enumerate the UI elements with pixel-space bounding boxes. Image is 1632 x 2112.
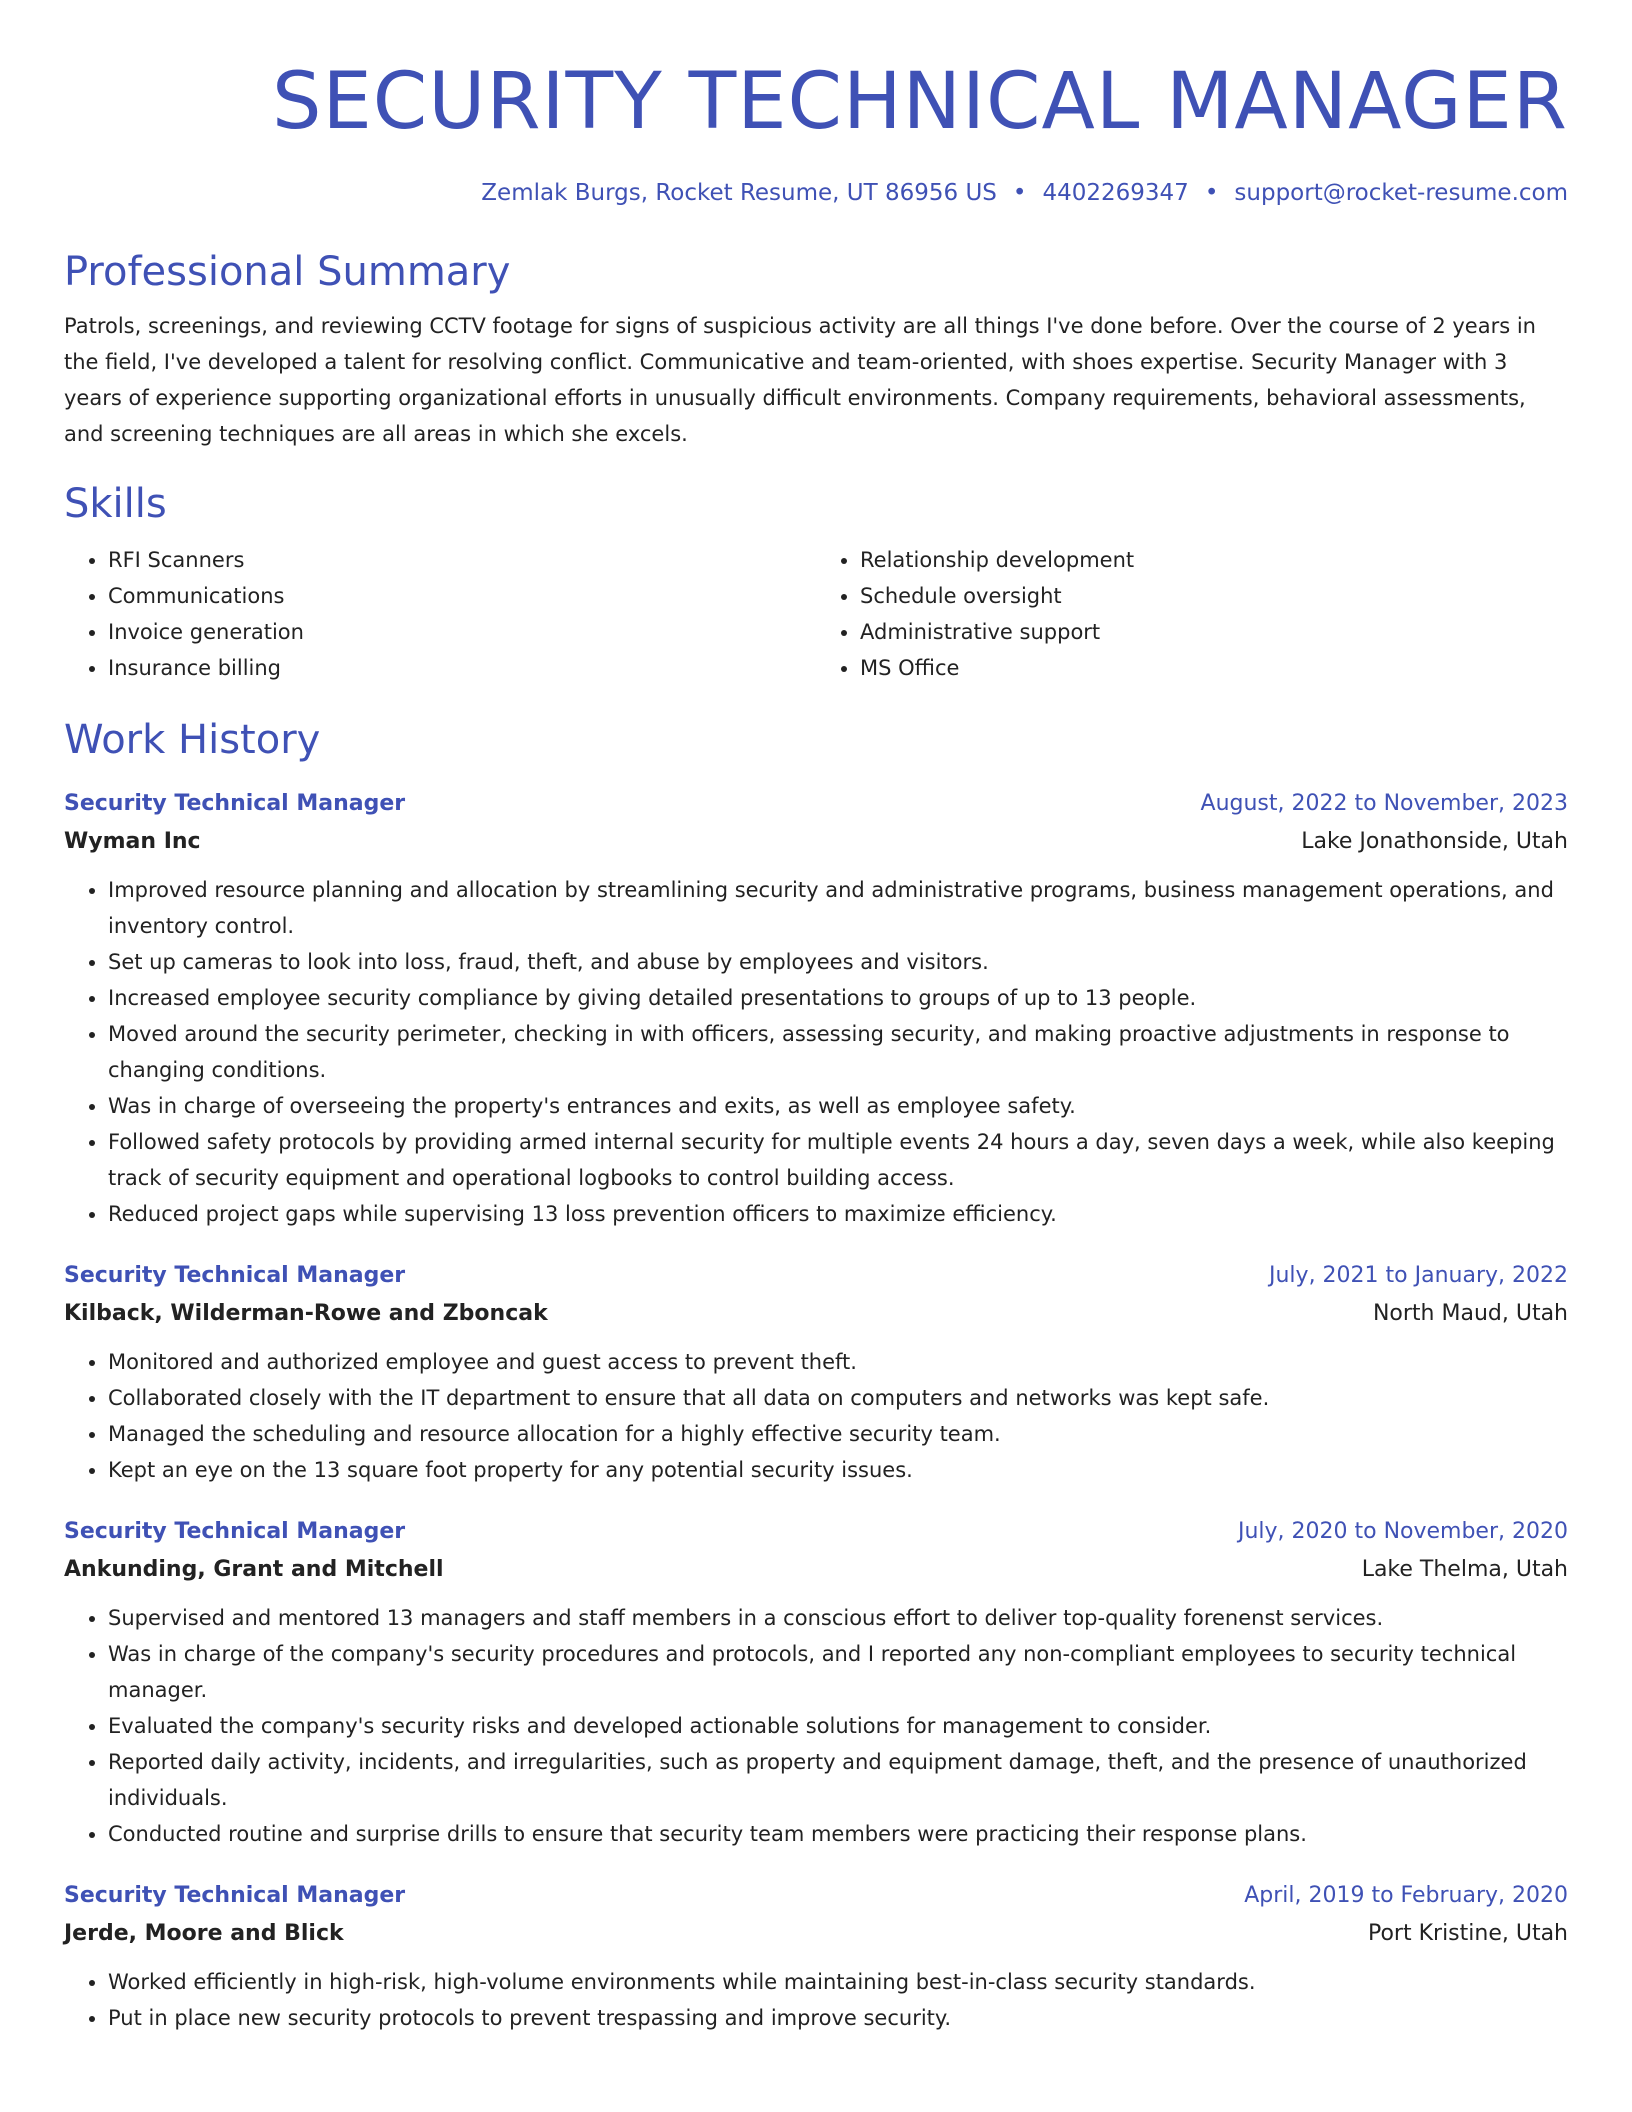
job-bullet: • Was in charge of overseeing the property's entrances and exits, as well as employee safety. [108, 1088, 1568, 1124]
job-dates: August, 2022 to November, 2023 [1200, 791, 1568, 816]
job-bullet: • Improved resource planning and allocation by streamlining security and administrative programs, business management operations, and inventory control. [108, 872, 1568, 944]
job-location: Lake Jonathonside, Utah [1301, 829, 1568, 854]
work-history-heading: Work History [64, 717, 321, 763]
job-bullet: • Worked efficiently in high-risk, high-volume environments while maintaining best-in-class security standards. [108, 1964, 1568, 2000]
job-bullet: • Was in charge of the company's security procedures and protocols, and I reported any non-compliant employees to security technical manager. [108, 1636, 1568, 1708]
skills-list [64, 542, 1568, 686]
job-company-row [64, 1294, 1568, 1334]
job-bullet: • Managed the scheduling and resource allocation for a highly effective security team. [108, 1416, 1568, 1452]
skill-item: • MS Office [860, 650, 1568, 686]
job-title-row [64, 1514, 1568, 1550]
job-bullet: • Reduced project gaps while supervising 13 loss prevention officers to maximize efficiency. [108, 1196, 1568, 1232]
job-entry [64, 786, 1568, 1232]
skills-column-right [816, 542, 1568, 686]
skills-column-left [64, 542, 816, 686]
job-bullets [64, 1600, 1568, 1852]
skill-item: • Communications [108, 578, 816, 614]
contact-separator: • [1204, 180, 1219, 206]
contact-address: Zemlak Burgs, Rocket Resume, UT 86956 US [481, 180, 997, 206]
job-title-row [64, 1878, 1568, 1914]
job-company-row [64, 822, 1568, 862]
job-entry [64, 1514, 1568, 1852]
job-title: Security Technical Manager [64, 1263, 406, 1288]
resume-name: SECURITY TECHNICAL MANAGER [271, 57, 1568, 147]
job-bullet: • Increased employee security compliance by giving detailed presentations to groups of up to 13 people. [108, 980, 1568, 1016]
job-title: Security Technical Manager [64, 791, 406, 816]
job-entry [64, 1878, 1568, 2036]
contact-phone: 4402269347 [1042, 180, 1189, 206]
job-company-row [64, 1914, 1568, 1954]
skill-item: • Administrative support [860, 614, 1568, 650]
job-title-row [64, 1258, 1568, 1294]
job-location: Lake Thelma, Utah [1361, 1557, 1568, 1582]
skill-item: • Schedule oversight [860, 578, 1568, 614]
job-dates: April, 2019 to February, 2020 [1244, 1883, 1568, 1908]
job-company: Kilback, Wilderman-Rowe and Zboncak [64, 1301, 548, 1326]
job-dates: July, 2020 to November, 2020 [1237, 1519, 1568, 1544]
job-bullet: • Kept an eye on the 13 square foot property for any potential security issues. [108, 1452, 1568, 1488]
contact-separator: • [1012, 180, 1027, 206]
job-company: Jerde, Moore and Blick [64, 1921, 344, 1946]
job-bullet: • Evaluated the company's security risks and developed actionable solutions for management to consider. [108, 1708, 1568, 1744]
job-location: North Maud, Utah [1372, 1301, 1568, 1326]
contact-line [64, 180, 1568, 206]
summary-heading: Professional Summary [64, 249, 511, 295]
job-location: Port Kristine, Utah [1367, 1921, 1568, 1946]
job-company-row [64, 1550, 1568, 1590]
summary-text: Patrols, screenings, and reviewing CCTV footage for signs of suspicious activity are all things I've done before. Over the course of 2 years in the field, I've developed a talent for resolving conflict. Communicative and team-oriented, with shoes expertise. Security Manager with 3 years of experience supporting organizational efforts in unusually difficult environments. Company requirements, behavioral assessments, and screening techniques are all areas in which she excels. [64, 314, 1536, 446]
job-dates: July, 2021 to January, 2022 [1269, 1263, 1568, 1288]
job-bullet: • Conducted routine and surprise drills to ensure that security team members were practicing their response plans. [108, 1816, 1568, 1852]
job-bullet: • Moved around the security perimeter, checking in with officers, assessing security, and making proactive adjustments in response to changing conditions. [108, 1016, 1568, 1088]
job-company: Wyman Inc [64, 829, 201, 854]
skills-heading: Skills [64, 481, 167, 527]
job-entry [64, 1258, 1568, 1488]
skill-item: • RFI Scanners [108, 542, 816, 578]
job-title: Security Technical Manager [64, 1883, 406, 1908]
job-title: Security Technical Manager [64, 1519, 406, 1544]
job-bullets [64, 872, 1568, 1232]
job-bullet: • Set up cameras to look into loss, fraud, theft, and abuse by employees and visitors. [108, 944, 1568, 980]
job-bullet: • Supervised and mentored 13 managers and staff members in a conscious effort to deliver top-quality forenenst services. [108, 1600, 1568, 1636]
skill-item: • Invoice generation [108, 614, 816, 650]
job-bullet: • Monitored and authorized employee and guest access to prevent theft. [108, 1344, 1568, 1380]
job-bullet: • Put in place new security protocols to prevent trespassing and improve security. [108, 2000, 1568, 2036]
contact-email[interactable]: support@rocket-resume.com [1234, 180, 1568, 206]
skill-item: • Relationship development [860, 542, 1568, 578]
job-bullet: • Collaborated closely with the IT department to ensure that all data on computers and networks was kept safe. [108, 1380, 1568, 1416]
job-bullets [64, 1344, 1568, 1488]
job-company: Ankunding, Grant and Mitchell [64, 1557, 444, 1582]
job-title-row [64, 786, 1568, 822]
job-bullets [64, 1964, 1568, 2036]
job-bullet: • Reported daily activity, incidents, and irregularities, such as property and equipment damage, theft, and the presence of unauthorized individuals. [108, 1744, 1568, 1816]
skill-item: • Insurance billing [108, 650, 816, 686]
job-bullet: • Followed safety protocols by providing armed internal security for multiple events 24 hours a day, seven days a week, while also keeping track of security equipment and operational logbooks to control building access. [108, 1124, 1568, 1196]
